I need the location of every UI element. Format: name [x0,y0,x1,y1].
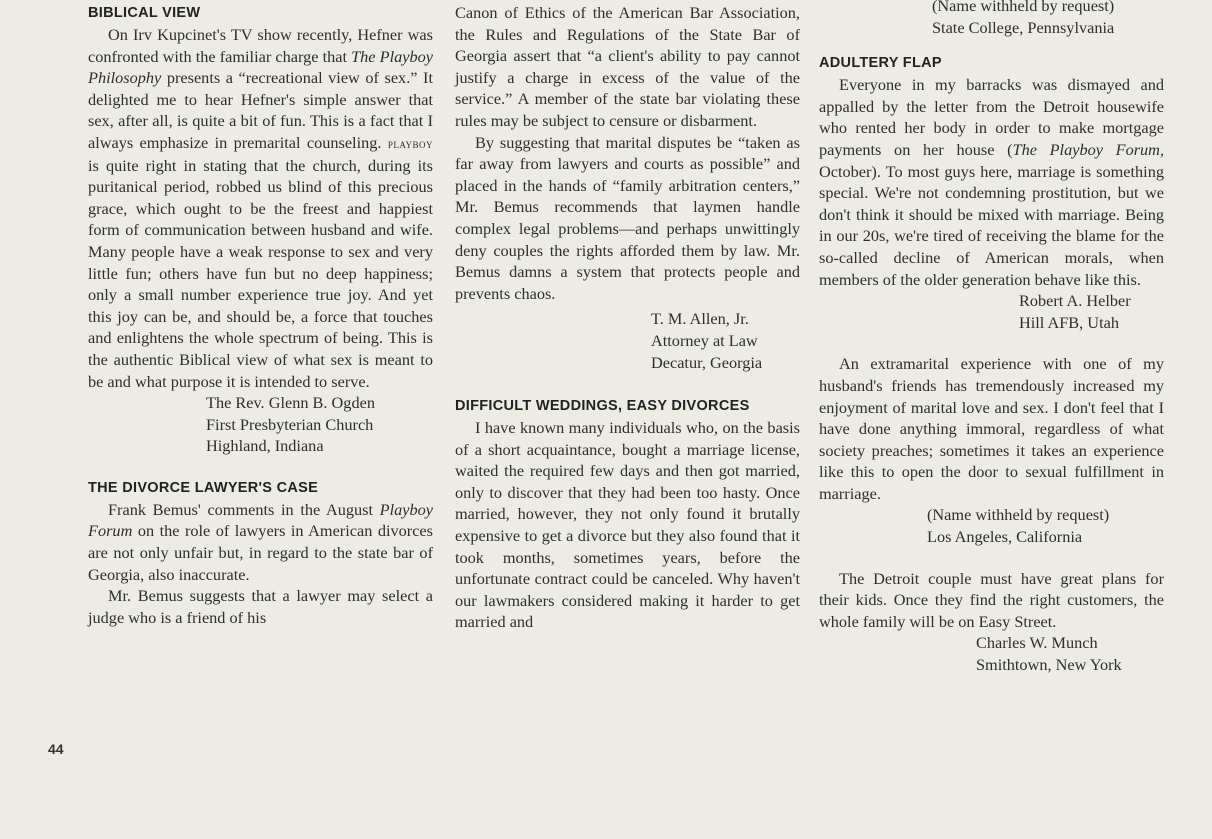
signature-line: T. M. Allen, Jr. [651,309,749,329]
signature-line: (Name withheld by request) [932,0,1115,15]
heading-divorce-lawyers-case: THE DIVORCE LAWYER'S CASE [88,479,319,496]
signature-line: (Name withheld by request) [927,505,1110,525]
letter-biblical-view-body: On Irv Kupcinet's TV show recently, Hefner was confronted with the familiar charge that The Playboy Philosophy presents a “recreational view of sex.” It delighted me to hear Hefner's simple answer that sex, after all, is quite a bit of fun. This is a fact that I always emphasize in premarital counseling. playboy is quite right in stating that the church, during its puritanical period, robbed us blind of this precious grace, which ought to be the freest and happiest form of communication between husband and wife. Many people have a weak response to sex and very little fun; others have fun but no deep happiness; only a small number experience true joy. And yet this joy can be, and should be, a force that touches and enlightens the whole spectrum of being. This is the authentic Biblical view of what sex is meant to be and what purpose it is intended to serve. [88,25,433,391]
signature-line: Los Angeles, California [927,527,1083,547]
letter-detroit-couple-body: The Detroit couple must have great plans for their kids. Once they find the right customers, the whole family will be on Easy Street. [819,568,1164,631]
column-right [819,0,1164,676]
letter-divorce-lawyer-p3: By suggesting that marital disputes be “taken as far away from lawyers and courts as possible” and placed in the hands of “family arbitration centers,” Mr. Bemus recommends that laymen handle complex legal problems—and perhaps unwittingly deny couples the rights afforded them by law. Mr. Bemus damns a system that protects people and prevents chaos. [455,132,800,303]
letter-divorce-lawyer-p1: Frank Bemus' comments in the August Playboy Forum on the role of lawyers in American divorces are not only unfair but, in regard to the state bar of Georgia, also inaccurate. [88,499,433,584]
signature-line: Highland, Indiana [206,436,324,456]
letter-divorce-lawyer-p2: Mr. Bemus suggests that a lawyer may select a judge who is a friend of his [88,586,433,627]
signature-line: Smithtown, New York [976,655,1122,675]
letter-difficult-weddings-body: I have known many individuals who, on the basis of a short acquaintance, bought a marriage license, waited the required few days and then got married, only to discover that they had been too hasty. Once married, however, they not only found it brutally expensive to get a divorce but they also found that it took months, sometimes years, before the unfortunate contract could be canceled. Why haven't our lawmakers considered making it harder to get married and [455,418,800,632]
heading-biblical-view: BIBLICAL VIEW [88,5,201,21]
signature-line: State College, Pennsylvania [932,17,1115,37]
column-middle [455,2,800,633]
letter-adultery-flap-body: Everyone in my barracks was dismayed and appalled by the letter from the Detroit housewife who rented her body in order to make mortgage payments on her house (The Playboy Forum, October). To most guys here, marriage is something special. We're not condemning prostitution, but we don't think it should be mixed with marriage. Being in our 20s, we're tired of receiving the blame for the so-called decline of American morals, when members of the older generation behave like this. [819,75,1165,289]
signature-line: Decatur, Georgia [651,352,763,372]
signature-withheld-los-angeles [927,504,1164,547]
heading-difficult-weddings: DIFFICULT WEDDINGS, EASY DIVORCES [455,398,750,415]
column-left [88,3,433,628]
signature-helber [1019,290,1164,333]
heading-adultery-flap: ADULTERY FLAP [819,55,942,72]
letter-extramarital-body: An extramarital experience with one of my husband's friends has tremendously increased my enjoyment of marital love and sex. I don't feel that I have done anything immoral, regardless of what society preaches; sometimes it takes an experience like this to open the door to sexual fulfillment in marriage. [819,354,1164,503]
signature-line: Hill AFB, Utah [1019,312,1119,332]
signature-line: The Rev. Glenn B. Ogden [206,393,375,413]
signature-allen [651,308,800,373]
signature-munch [976,632,1164,675]
signature-ogden [206,392,433,457]
page-number: 44 [48,741,64,757]
signature-line: First Presbyterian Church [206,414,374,434]
signature-line: Attorney at Law [651,330,758,350]
signature-line: Charles W. Munch [976,633,1098,653]
signature-withheld-state-college [932,0,1164,38]
signature-line: Robert A. Helber [1019,291,1131,311]
letter-divorce-lawyer-p2-continued: Canon of Ethics of the American Bar Association, the Rules and Regulations of the State Bar of Georgia assert that “a client's ability to pay cannot justify a charge in excess of the value of the service.” A member of the state bar violating these rules may be subject to censure or disbarment. [455,3,800,130]
